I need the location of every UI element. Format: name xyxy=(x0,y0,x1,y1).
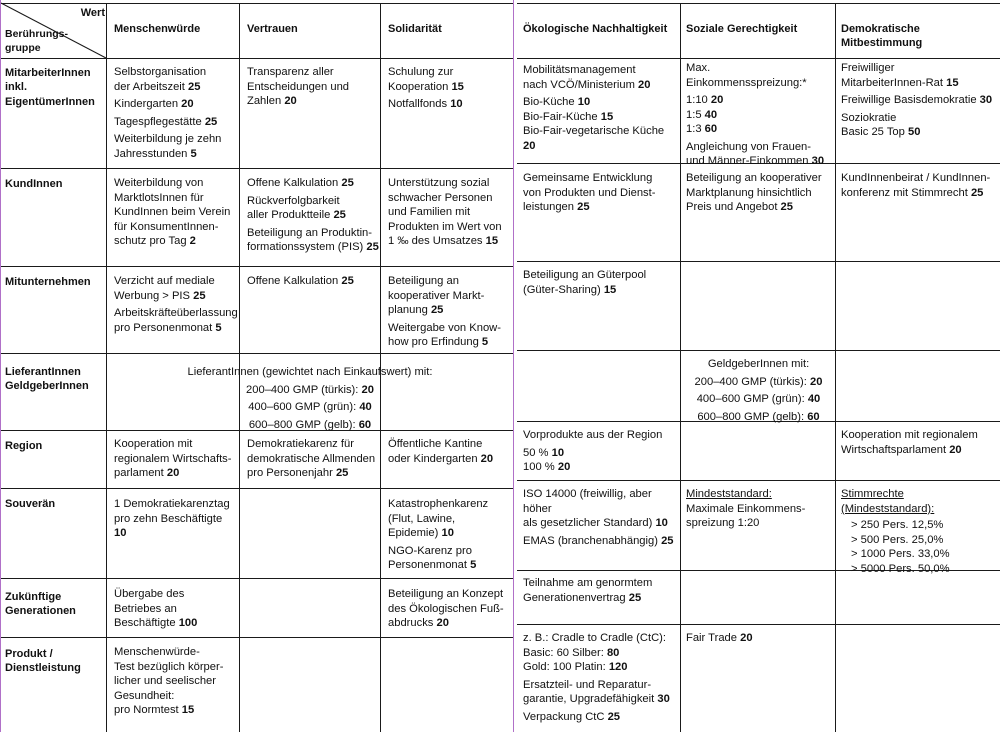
corner-gruppe-label: Berührungs- gruppe xyxy=(5,28,68,54)
row-label-kunden: KundInnen xyxy=(5,178,63,190)
cell-entry: z. B.: Cradle to Cradle (CtC): Basic: 60 Silber: 80 Gold: 100 Platin: 120 xyxy=(523,632,666,674)
cell-entry: 400–600 GMP (grün): 40 xyxy=(696,393,821,406)
cell-entry: GeldgeberInnen mit: xyxy=(707,358,810,370)
cell-entry: Beteiligung an Güterpool (Güter-Sharing) 15 xyxy=(523,269,647,296)
grid-line xyxy=(1,578,514,579)
grid-line xyxy=(517,480,1000,481)
cell-entry: Weiterbildung von MarktlotsInnen für KundInnen beim Verein für KonsumentInnen- schutz pro Tag 2 xyxy=(114,177,231,248)
cell-produkt-oekologie xyxy=(523,631,679,727)
cell-entry: EMAS (branchenabhängig) 25 xyxy=(523,534,674,547)
row-label-zukunft: Zukünftige Generationen xyxy=(5,591,76,618)
cell-kunden-solidaritaet xyxy=(388,176,512,252)
cell-mitunternehmen-vertrauen xyxy=(247,274,377,292)
cell-entry: Arbeitskräfteüberlassung pro Personenmonat 5 xyxy=(114,307,238,334)
row-label-lieferanten: LieferantInnen GeldgeberInnen xyxy=(5,366,89,393)
mindeststandard-title: Mindeststandard: xyxy=(686,488,772,500)
cell-entry: Demokratiekarenz für demokratische Allmenden pro Personenjahr 25 xyxy=(247,438,376,480)
cell-souveraen-mitbestimmung xyxy=(841,487,999,579)
stimmrechte-title: Stimmrechte (Mindeststandard): xyxy=(841,488,935,515)
cell-mitarbeiter-mitbestimmung xyxy=(841,61,999,143)
cell-entry: Übergabe des Betriebes an Beschäftigte 100 xyxy=(114,588,198,630)
right-page xyxy=(517,0,1000,732)
cell-entry: 600–800 GMP (gelb): 60 xyxy=(248,418,372,431)
cell-entry: 400–600 GMP (grün): 40 xyxy=(248,401,372,414)
cell-mitunternehmen-menschenwuerde xyxy=(114,274,237,338)
cell-entry: Weiterbildung je zehn Jahresstunden 5 xyxy=(114,133,222,160)
cell-region-vertrauen xyxy=(247,437,377,484)
cell-entry: 1 Demokratiekarenztag pro zehn Beschäftigte 10 xyxy=(114,498,230,540)
cell-region-menschenwuerde xyxy=(114,437,237,484)
cell-souveraen-solidaritaet xyxy=(388,497,512,576)
header-demokratische-mitbestimmung: Demokratische Mitbestimmung xyxy=(841,23,923,50)
cell-kunden-mitbestimmung xyxy=(841,171,999,203)
cell-produkt-menschenwuerde xyxy=(114,645,237,721)
cell-entry: Kindergarten 20 xyxy=(114,98,194,111)
cell-entry: Maximale Einkommens- spreizung 1:20 xyxy=(686,502,806,530)
cell-entry: Teilnahme am genormtem Generationenvertrag 25 xyxy=(523,577,653,604)
cell-entry: Beteiligung an Produktin- formationssystem (PIS) 25 xyxy=(247,226,379,254)
cell-entry: Mobilitätsmanagement nach VCÖ/Ministerium 20 xyxy=(523,64,651,91)
cell-entry: Beteiligung an Konzept des Ökologischen Fuß- abdrucks 20 xyxy=(388,588,504,630)
cell-lieferanten-span xyxy=(517,357,1000,427)
header-oekologische-nachhaltigkeit: Ökologische Nachhaltigkeit xyxy=(523,23,668,35)
cell-kunden-vertrauen xyxy=(247,176,379,258)
cell-entry: KundInnenbeirat / KundInnen- konferenz mit Stimmrecht 25 xyxy=(841,172,991,199)
cell-entry: Notfallfonds 10 xyxy=(388,98,463,111)
cell-entry: NGO-Karenz pro Personenmonat 5 xyxy=(388,544,477,572)
cell-mitunternehmen-solidaritaet xyxy=(388,274,512,353)
grid-line xyxy=(517,3,1000,4)
cell-entry: Beteiligung an kooperativer Markt- planung 25 xyxy=(388,275,485,317)
cell-entry: 200–400 GMP (türkis): 20 xyxy=(246,383,374,396)
cell-mitarbeiter-vertrauen xyxy=(247,65,377,112)
cell-entry: Ersatzteil- und Reparatur- garantie, Upgradefähigkeit 30 xyxy=(523,678,670,706)
cell-region-oekologie xyxy=(523,428,679,478)
grid-line xyxy=(1,266,514,267)
cell-souveraen-gerechtigkeit xyxy=(686,487,832,534)
cell-entry: Menschenwürde- Test bezüglich körper- licher und seelischer Gesundheit: pro Normtest 15 xyxy=(114,646,224,717)
cell-souveraen-oekologie xyxy=(523,487,679,551)
cell-kunden-menschenwuerde xyxy=(114,176,237,252)
cell-mitarbeiter-menschenwuerde xyxy=(114,65,237,164)
cell-entry: 50 % 10 100 % 20 xyxy=(523,446,571,474)
grid-line xyxy=(1,353,514,354)
cell-entry: Unterstützung sozial schwacher Personen und Familien mit Produkten im Wert von 1 ‰ des Umsatzes 15 xyxy=(388,177,502,248)
grid-line xyxy=(1,637,514,638)
cell-entry: Bio-Küche 10 Bio-Fair-Küche 15 Bio-Fair-vegetarische Küche 20 xyxy=(523,96,665,152)
cell-entry: Selbstorganisation der Arbeitszeit 25 xyxy=(114,66,207,93)
grid-line xyxy=(517,624,1000,625)
cell-entry: Fair Trade 20 xyxy=(686,632,753,644)
cell-region-solidaritaet xyxy=(388,437,512,469)
stimmrechte-items xyxy=(841,518,999,576)
cell-entry: Schulung zur Kooperation 15 xyxy=(388,66,464,93)
cell-entry: LieferantInnen (gewichtet nach Einkaufswert) mit: xyxy=(187,366,433,378)
cell-zukunft-solidaritaet xyxy=(388,587,512,634)
header-solidaritaet: Solidarität xyxy=(388,23,442,35)
cell-entry: Verzicht auf mediale Werbung > PIS 25 xyxy=(114,275,215,302)
cell-zukunft-menschenwuerde xyxy=(114,587,237,634)
header-vertrauen: Vertrauen xyxy=(247,23,298,35)
cell-zukunft-oekologie xyxy=(523,576,679,608)
cell-entry: Transparenz aller Entscheidungen und Zahlen 20 xyxy=(247,66,350,108)
grid-line xyxy=(517,261,1000,262)
cell-kunden-oekologie xyxy=(523,171,679,218)
cell-entry: Verpackung CtC 25 xyxy=(523,710,621,723)
cell-entry: Öffentliche Kantine oder Kindergarten 20 xyxy=(388,438,494,465)
cell-mitarbeiter-oekologie xyxy=(523,63,679,156)
cell-region-mitbestimmung xyxy=(841,428,999,460)
cell-entry: Gemeinsame Entwicklung von Produkten und Dienst- leistungen 25 xyxy=(523,172,656,214)
corner-wert-label: Wert xyxy=(80,7,105,19)
cell-entry: Kooperation mit regionalem Wirtschaftsparlament 20 xyxy=(841,429,978,456)
row-label-souveraen: Souverän xyxy=(5,498,56,510)
cell-kunden-gerechtigkeit xyxy=(686,171,832,218)
cell-entry: Offene Kalkulation 25 xyxy=(247,275,354,287)
cell-entry: Angleichung von Frauen- und Männer-Einkommen 30 xyxy=(686,140,825,168)
cell-entry: Freiwilliger MitarbeiterInnen-Rat 15 xyxy=(841,62,959,89)
cell-entry: ISO 14000 (freiwillig, aber höher als gesetzlicher Standard) 10 xyxy=(523,488,668,530)
grid-line xyxy=(1,488,514,489)
cell-souveraen-menschenwuerde xyxy=(114,497,237,544)
cell-entry: Vorprodukte aus der Region xyxy=(523,429,663,441)
cell-mitarbeiter-gerechtigkeit xyxy=(686,61,832,172)
row-label-region: Region xyxy=(5,440,43,452)
cell-entry: Weitergabe von Know- how pro Erfindung 5 xyxy=(388,321,501,349)
cell-produkt-gerechtigkeit xyxy=(686,631,832,649)
cell-entry: Soziokratie Basic 25 Top 50 xyxy=(841,111,921,139)
grid-line xyxy=(517,350,1000,351)
cell-lieferanten-span xyxy=(107,365,513,435)
row-label-produkt: Produkt / Dienstleistung xyxy=(5,648,81,675)
cell-entry: Beteiligung an kooperativer Marktplanung hinsichtlich Preis und Angebot 25 xyxy=(686,172,822,214)
cell-entry: Rückverfolgbarkeit aller Produktteile 25 xyxy=(247,194,346,222)
cell-entry: 200–400 GMP (türkis): 20 xyxy=(694,375,823,388)
grid-line xyxy=(1,168,514,169)
cell-entry: Offene Kalkulation 25 xyxy=(247,177,354,189)
cell-entry: 1:10 20 1:5 40 1:3 60 xyxy=(686,94,724,136)
row-label-mitunternehmen: Mitunternehmen xyxy=(5,276,91,288)
souveraen-gerechtigkeit-items xyxy=(686,502,832,531)
grid-line xyxy=(517,58,1000,59)
cell-mitunternehmen-oekologie xyxy=(523,268,679,300)
header-menschenwuerde: Menschenwürde xyxy=(114,23,201,35)
cell-entry: > 250 Pers. 12,5% > 500 Pers. 25,0% > 1000 Pers. 33,0% > 5000 Pers. 50,0% xyxy=(851,519,950,575)
cell-entry: 600–800 GMP (gelb): 60 xyxy=(697,410,820,423)
cell-entry: Max. Einkommensspreizung:* xyxy=(686,62,807,89)
cell-mitarbeiter-solidaritaet xyxy=(388,65,512,115)
cell-entry: Freiwillige Basisdemokratie 30 xyxy=(841,94,993,107)
cell-entry: Tagespflegestätte 25 xyxy=(114,115,218,128)
cell-entry: Katastrophenkarenz (Flut, Lawine, Epidemie) 10 xyxy=(388,498,489,540)
row-label-mitarbeiter: MitarbeiterInnen inkl. EigentümerInnen xyxy=(5,67,95,108)
cell-entry: Kooperation mit regionalem Wirtschafts- parlament 20 xyxy=(114,438,232,480)
header-soziale-gerechtigkeit: Soziale Gerechtigkeit xyxy=(686,23,798,35)
